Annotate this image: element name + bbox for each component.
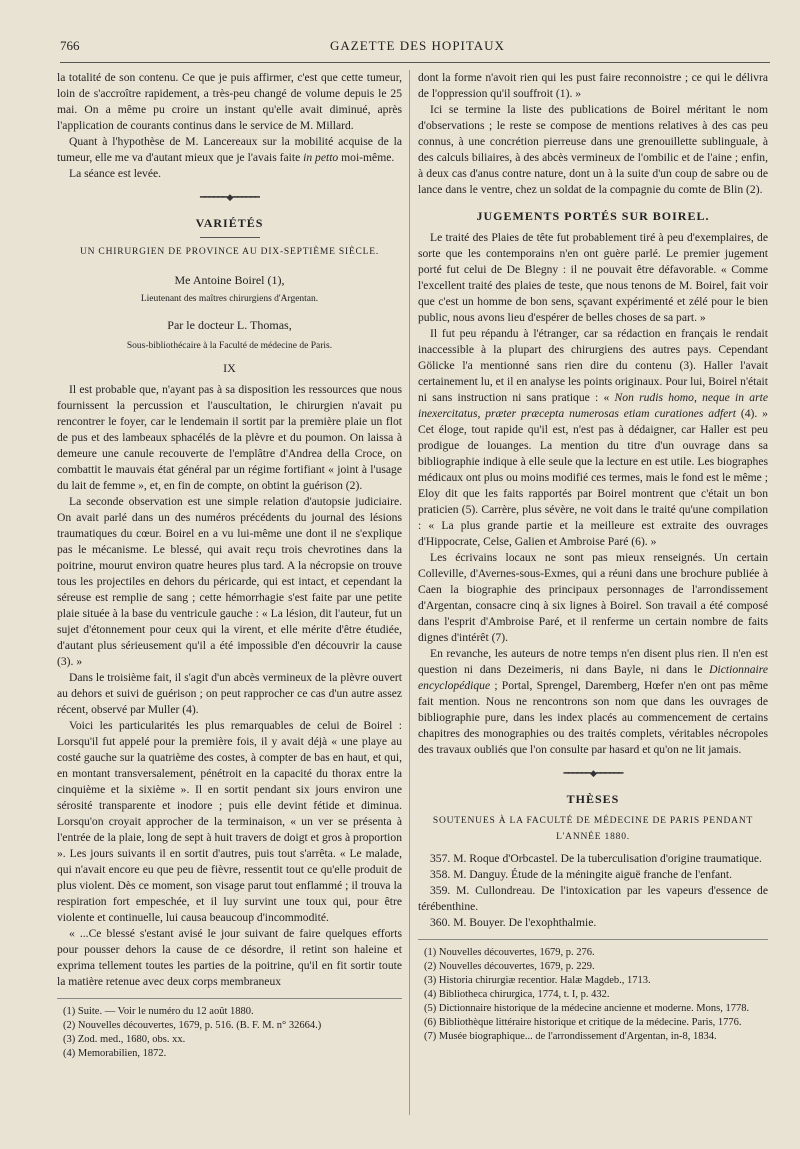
journal-title: GAZETTE DES HOPITAUX xyxy=(330,38,505,53)
footnote: (4) Memorabilien, 1872. xyxy=(63,1048,167,1059)
part-number: IX xyxy=(223,361,236,375)
article-title: Me Antoine Boirel (1), xyxy=(174,273,285,287)
footnote: (7) Musée biographique... de l'arrondissement d'Argentan, in-8, 1834. xyxy=(424,1031,717,1042)
paragraph: Dans le troisième fait, il s'agit d'un abcès vermineux de la plèvre ouvert au dehors et suivi de guérison ; on peut rapprocher ce cas d'un autre assez récent, observé par Muller (4). xyxy=(57,671,402,716)
footnote: (3) Zod. med., 1680, obs. xx. xyxy=(63,1034,186,1045)
header-rule xyxy=(60,62,770,63)
paragraph: « ...Ce blessé s'estant avisé le jour suivant de faire quelques efforts pour pousser dehors la cause de ce désordre, il retint son haleine et exprima tellement toutes les parties de la poitrine, qu'il en fit sortir toute la matière retenue avec deux corps membraneux xyxy=(57,927,402,988)
right-column xyxy=(418,70,768,1044)
page-header xyxy=(60,38,760,58)
paragraph: dont la forme n'avoit rien qui les pust faire reconnoistre ; ce qui le délivra de l'oppression qu'il souffroit (1). » xyxy=(418,71,768,100)
column-divider xyxy=(409,70,410,1115)
thesis-item: 358. M. Danguy. Étude de la méningite aiguë franche de l'enfant. xyxy=(430,868,733,881)
paragraph: La séance est levée. xyxy=(69,167,162,180)
section-title-varietes: VARIÉTÉS xyxy=(195,216,264,230)
footnote: (2) Nouvelles découvertes, 1679, p. 229. xyxy=(424,961,595,972)
article-subtitle: Lieutenant des maîtres chirurgiens d'Argentan. xyxy=(140,294,319,304)
paragraph: Il fut peu répandu à l'étranger, car sa rédaction en français le rendait inaccessible à la plupart des chirurgiens des autres pays. Cependant Gölicke l'a mentionné sans rien dire du contenu (3). Haller l'avait certainement lu, et il en analyse les points originaux. Pour lui, Boirel n'était ni sans instruction ni sans pratique : « Non rudis homo, neque in arte inexercitatus, præter præcepta numerosas etiam curationes adfert (4). » Cet éloge, tout rapide qu'il est, n'est pas à dédaigner, car Haller est peu prodigue de louanges. La mention du titre d'un ouvrage dans sa bibliographie indique à elle seule que la lecture en est utile. Les biographes médicaux ont plus ou moins modifié ces termes, mais le fond est le même ; Eloy dit que les faits rapportés par Boirel montrent que c'était un bon praticien (5). Carrère, plus sévère, ne voit dans le traité qu'une compilation : « La plus grande partie et la meilleure est extraite des ouvrages d'Hippocrate, Celse, Galien et Ambroise Paré (6). » xyxy=(418,327,768,548)
thesis-item: 357. M. Roque d'Orbcastel. De la tuberculisation d'origine traumatique. xyxy=(430,852,762,865)
article-subheading: UN CHIRURGIEN DE PROVINCE AU DIX-SEPTIÈME SIÈCLE. xyxy=(79,247,380,257)
theses-subheading: SOUTENUES À LA FACULTÉ DE MÉDECINE DE PARIS PENDANT L'ANNÉE 1880. xyxy=(432,816,754,842)
footnote: (1) Suite. — Voir le numéro du 12 août 1880. xyxy=(63,1006,254,1017)
divider xyxy=(200,237,260,238)
paragraph: En revanche, les auteurs de notre temps n'en disent plus rien. Il n'en est question ni dans Dezeimeris, ni dans Bayle, ni dans le Dictionnaire encyclopédique ; Portal, Sprengel, Daremberg, Hœfer n'en ont pas même fait mention. Nous ne rencontrons son nom que dans les ouvrages de bibliographie pure, dans les index placés au commencement de certains chapitres des monographies ou des traités complets, véritables nécropoles des travaux oubliés que l'on consulte par hasard et qu'on ne lit jamais. xyxy=(418,647,768,756)
paragraph: Quant à l'hypothèse de M. Lancereaux sur la mobilité acquise de la tumeur, elle me va d'autant mieux que je l'avais faite in petto moi-même. xyxy=(57,135,402,164)
section-title-theses: THÈSES xyxy=(566,792,620,806)
footnote-rule xyxy=(57,998,402,999)
paragraph: Les écrivains locaux ne sont pas mieux renseignés. Un certain Colleville, d'Avernes-sous-Exmes, qui a réuni dans une brochure publiée à Caen la biographie des principaux personnages de l'arrondissement d'Argentan, consacre cinq à six lignes à Boirel. Son travail a été composé dans l'esprit d'Ambroise Paré, et il renferme un certain nombre de faits dignes d'intérêt (7). xyxy=(418,551,768,644)
footnote: (2) Nouvelles découvertes, 1679, p. 516. (B. F. M. n° 32664.) xyxy=(63,1020,322,1031)
footnote-rule xyxy=(418,939,768,940)
footnote: (3) Historia chirurgiæ recentior. Halæ Magdeb., 1713. xyxy=(424,975,651,986)
footnote: (5) Dictionnaire historique de la médecine ancienne et moderne. Mons, 1778. xyxy=(424,1003,750,1014)
paragraph: Voici les particularités les plus remarquables de celui de Boirel : Lorsqu'il fut appelé pour la première fois, il y avait déjà « une playe au costé gauche sur la quatrième des costes, à compter de bas en haut, et qui, en montant transversalement, pénétroit en la capacité du thorax entre la cinquième et la sixième ». Il en sortit pendant six jours environ une sérosité transparente et inodore ; puis elle devint fétide et diminua. Lorsqu'on croyait approcher de la terminaison, « un ver se présenta à l'entrée de la plaie, long de sept à huit travers de doigt et gros à proportion ». Les jours suivants il en sortit d'autres, puis tout s'arrêta. « Le malade, qui n'avait encore eu que peu de fièvre, ressentit tout ce qu'elle produit de plus violent. Dès ce moment, son visage parut tout enflammé ; il trouva la respiration fort empeschée, et il luy survint une toux qui, pour être violente et continuelle, lui causa beaucoup d'incommodité. xyxy=(57,719,402,924)
paragraph: Le traité des Plaies de tête fut probablement tiré à peu d'exemplaires, de sorte que les contemporains n'en ont guère parlé. Le premier jugement porté fut celui de De Blegny : il ne pouvait être défavorable. « Comme l'excellent traité des plaies de teste, que nous tenons de M. Boirel, fait voir que c'est un homme de bon sens, sçavant expérimenté et zélé pour le bien public, nous avons lieu d'espérer de belles choses de sa part. » xyxy=(418,231,768,324)
section-title-jugements: JUGEMENTS PORTÉS SUR BOIREL. xyxy=(476,209,710,223)
left-column xyxy=(57,70,402,1061)
footnote: (1) Nouvelles découvertes, 1679, p. 276. xyxy=(424,947,595,958)
paragraph: Il est probable que, n'ayant pas à sa disposition les ressources que nous fournissent la percussion et l'auscultation, le chirurgien n'avait pu rencontrer le foyer, car le lendemain il sortit par la première plaie un flot de pus et des lambeaux sphacélés de la plèvre et du poumon. On laissa à demeure une canule recouverte de l'emplâtre d'Andrea della Croce, on combattit le mauvais état général par un régime fortifiant « joint à l'usage du lait de femme », et, en fin de compte, on obtint la guérison (2). xyxy=(57,383,402,492)
footnote: (6) Bibliothèque littéraire historique et critique de la médecine. Paris, 1776. xyxy=(424,1017,742,1028)
paragraph: Ici se termine la liste des publications de Boirel méritant le nom d'observations ; le reste se compose de mentions relatives à des cas peu connus, à une concrétion pierreuse dans une grenouillette sublinguale, à des calculs biliaires, à des abcès vermineux de l'ombilic et de l'aine ; enfin, à deux cas d'anus contre nature, dont un à la suite d'un coup de sabre ou de lance dans le ventre, chez un soldat de la compagnie du comte de Blin (2). xyxy=(418,103,768,196)
article-author: Par le docteur L. Thomas, xyxy=(167,318,292,332)
ornament-divider: ━━━━━━◆━━━━━━ xyxy=(200,192,259,202)
paragraph: la totalité de son contenu. Ce que je puis affirmer, c'est que cette tumeur, loin de s'accroître rapidement, a très-peu changé de volume depuis le 25 mai. On a même pu croire un instant qu'elle avait diminué, après l'application de courants continus dans le service de M. Millard. xyxy=(57,71,402,132)
paragraph: La seconde observation est une simple relation d'autopsie judiciaire. On avait parlé dans un des numéros précédents du journal des lésions traumatiques du cœur. Boirel en a vu lui-même une dont il ne s'explique pas le mécanisme. Le blessé, qui avait reçu trois chevrotines dans la poitrine, mourut environ quatre heures plus tard. A la nécropsie on trouve tous les projectiles en dehors du péricarde, qui est intact, et cependant la séreuse est remplie de sang ; cette hémorrhagie s'est faite par une petite plaie située à la base du ventricule gauche : « La lésion, dit l'auteur, fut un sujet d'étonnement pour ceux qui la virent, et elle mérite d'être étudiée, d'autant plus sérieusement qu'il a été impossible d'en découvrir la cause (3). » xyxy=(57,495,402,668)
thesis-item: 360. M. Bouyer. De l'exophthalmie. xyxy=(430,916,597,929)
page-number: 766 xyxy=(60,38,80,53)
thesis-item: 359. M. Cullondreau. De l'intoxication par les vapeurs d'essence de térébenthine. xyxy=(418,884,768,913)
ornament-divider: ━━━━━━◆━━━━━━ xyxy=(563,768,623,778)
author-affiliation: Sous-bibliothécaire à la Faculté de médecine de Paris. xyxy=(126,341,333,351)
footnote: (4) Bibliotheca chirurgica, 1774, t. I, p. 432. xyxy=(424,989,610,1000)
